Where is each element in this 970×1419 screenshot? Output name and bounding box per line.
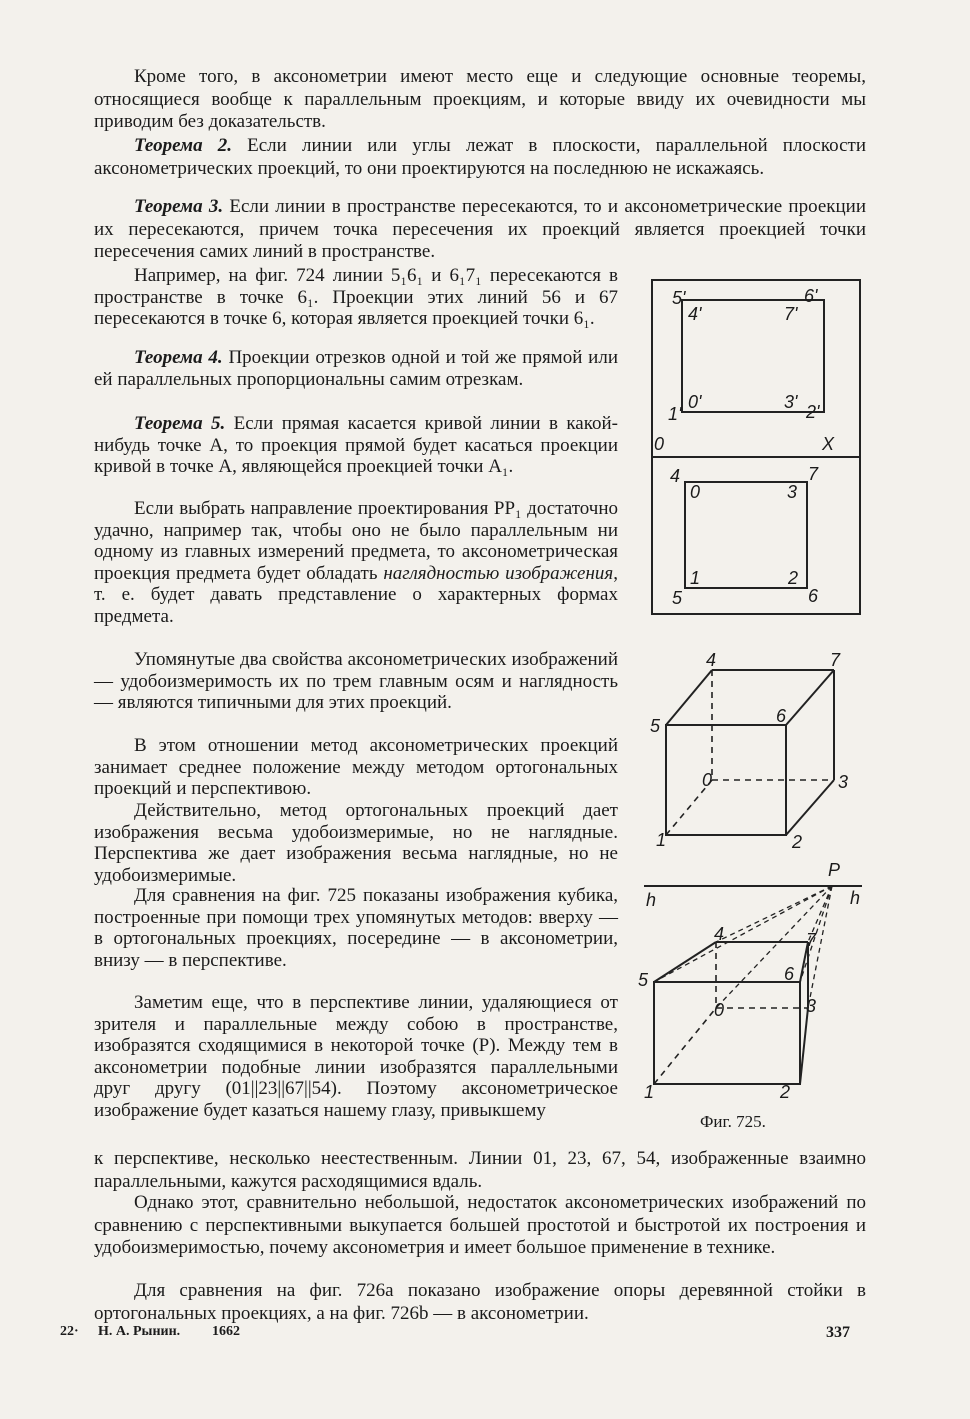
label-3p: 3' — [784, 392, 798, 412]
direction-text-before: Если выбрать направление проектирования PP₁ достаточно удачно, например так, чтобы оно не было параллельным ни одному из главных измерений предмета, то аксонометрическая проекция предмета будет обладать — [94, 498, 618, 584]
fig726-paragraph: Для сравнения на фиг. 726a показано изображение опоры деревянной стойки в ортогональных проекциях, а на фиг. 726b — в аксонометрии. — [94, 1280, 866, 1324]
label-6: 6 — [808, 586, 819, 606]
theorem-3 — [94, 196, 866, 264]
theorem-5-label: Теорема 5. — [134, 413, 226, 434]
persp-label-h-left: h — [646, 890, 657, 910]
label-3: 3 — [787, 482, 798, 502]
label-5p: 5' — [672, 288, 686, 308]
axis-label-x: X — [822, 434, 835, 454]
direction-emphasis: наглядностью изображения — [383, 562, 614, 584]
persp-label-p: P — [828, 860, 841, 880]
label-6p: 6' — [804, 286, 818, 306]
page-number: 337 — [826, 1324, 850, 1341]
label-1: 1 — [690, 568, 701, 588]
method-paragraph: В этом отношении метод аксонометрических проекций занимает среднее положение между методом ортогональных проекций и перспективою. — [94, 735, 618, 799]
note-paragraph-narrow: Заметим еще, что в перспективе линии, удаляющиеся от зрителя и параллельные между собою в пространстве, изобразятся сходящимися в некоторой точке (P). Между тем в аксонометрии подобные линии изобразятся параллельными друг другу (01||23||67||54). Поэтому аксонометрическое изображение будет казаться нашему глазу, привыкшему — [94, 992, 618, 1121]
theorem-5-text: Если прямая касается кривой линии в какой-нибудь точке A, то проекция прямой будет касаться проекции кривой в точке A, являющейся проекцией точки A₁. — [94, 413, 619, 477]
axo-label-6: 6 — [776, 706, 787, 726]
figure-725 — [630, 270, 870, 1105]
footer-author: Н. А. Рынин. — [98, 1324, 181, 1339]
persp-label-7: 7 — [806, 930, 817, 950]
theorem-2-text: Если линии или углы лежат в плоскости, параллельной плоскости аксонометрических проекций, то они проектируются на последнюю не искажаясь. — [94, 135, 867, 179]
axo-label-2: 2 — [792, 832, 803, 852]
theorem-2 — [94, 135, 866, 180]
footer-signature: 22· — [60, 1324, 79, 1339]
label-0: 0 — [690, 482, 701, 502]
theorem-3-label: Теорема 3. — [134, 196, 224, 217]
label-4p: 4' — [688, 304, 702, 324]
direction-text-after: , т. е. будет давать представление о характерных формах предмета. — [94, 562, 618, 627]
theorem-2-label: Теорема 2. — [134, 135, 232, 156]
note-paragraph-full: к перспективе, несколько неестественным. Линии 01, 23, 67, 54, изображенные взаимно параллельными, кажутся расходящимися вдаль. — [94, 1148, 866, 1192]
persp-label-6: 6 — [784, 964, 795, 984]
persp-label-2: 2 — [780, 1082, 791, 1100]
axo-cube — [666, 670, 834, 835]
example-paragraph: Например, на фиг. 724 линии 5₁6₁ и 6₁7₁ пересекаются в пространстве в точке 6₁. Проекции этих линий 56 и 67 пересекаются в точке 6, которая является проекцией точки 6₁. — [94, 265, 618, 329]
persp-label-h-right: h — [850, 888, 861, 908]
theorem-4-label: Теорема 4. — [134, 347, 223, 368]
label-2p: 2' — [806, 402, 820, 422]
intro-paragraph: Кроме того, в аксонометрии имеют место еще и следующие основные теоремы, относящиеся вообще к параллельным проекциям, и которые ввиду их очевидности мы приводим без доказательств. — [94, 66, 866, 132]
label-1p: 1' — [668, 404, 682, 424]
axis-label-0: 0 — [654, 434, 665, 454]
however-paragraph: Однако этот, сравнительно небольшой, недостаток аксонометрических изображений по сравнению с перспективными выкупается большей простотой и быстротой их построения и удобоизмеримостью, почему аксонометрия и имеет большое применение в технике. — [94, 1192, 866, 1258]
persp-label-0: 0 — [714, 1000, 725, 1020]
persp-cube — [654, 886, 832, 1084]
direction-paragraph — [94, 498, 618, 627]
figure-labels — [638, 286, 860, 1100]
persp-label-4: 4 — [714, 924, 725, 944]
axo-label-3: 3 — [838, 772, 849, 792]
label-4: 4 — [670, 466, 681, 486]
ortho-top-square — [682, 300, 824, 412]
persp-label-1: 1 — [644, 1082, 655, 1100]
axo-label-1: 1 — [656, 830, 667, 850]
properties-paragraph: Упомянутые два свойства аксонометрических изображений — удобоизмеримость их по трем главным осям и наглядность — являются типичными для этих проекций. — [94, 649, 618, 713]
axo-label-4: 4 — [706, 650, 717, 670]
compare-paragraph: Для сравнения на фиг. 725 показаны изображения кубика, построенные при помощи трех упомянутых методов: вверху — в ортогональных проекциях, посередине — в аксонометрии, внизу — в перспективе. — [94, 885, 618, 971]
footer-code: 1662 — [212, 1324, 240, 1339]
theorem-5 — [94, 413, 618, 478]
theorem-4 — [94, 347, 618, 390]
label-0p: 0' — [688, 392, 702, 412]
persp-label-5: 5 — [638, 970, 649, 990]
theorem-4-text: Проекции отрезков одной и той же прямой или ей параллельных пропорциональны самим отрезкам. — [94, 347, 619, 390]
axo-label-7: 7 — [830, 650, 841, 670]
ortho-paragraph: Действительно, метод ортогональных проекций дает изображения весьма удобоизмеримые, но не наглядные. Перспектива же дает изображения весьма наглядные, но не удобоизмеримые. — [94, 800, 618, 886]
axo-label-0: 0 — [702, 770, 713, 790]
axo-label-5: 5 — [650, 716, 661, 736]
theorem-3-text: Если линии в пространстве пересекаются, то и аксонометрические проекции их пересекаются, причем точка пересечения их проекций является проекцией точки пересечения самих линий в пространстве. — [94, 196, 867, 262]
label-7p: 7' — [784, 304, 798, 324]
label-5: 5 — [672, 588, 683, 608]
figure-725-caption: Фиг. 725. — [700, 1112, 766, 1131]
persp-label-3: 3 — [806, 996, 817, 1016]
label-2: 2 — [788, 568, 799, 588]
label-7: 7 — [808, 464, 819, 484]
figure-725-drawing — [630, 270, 870, 1100]
